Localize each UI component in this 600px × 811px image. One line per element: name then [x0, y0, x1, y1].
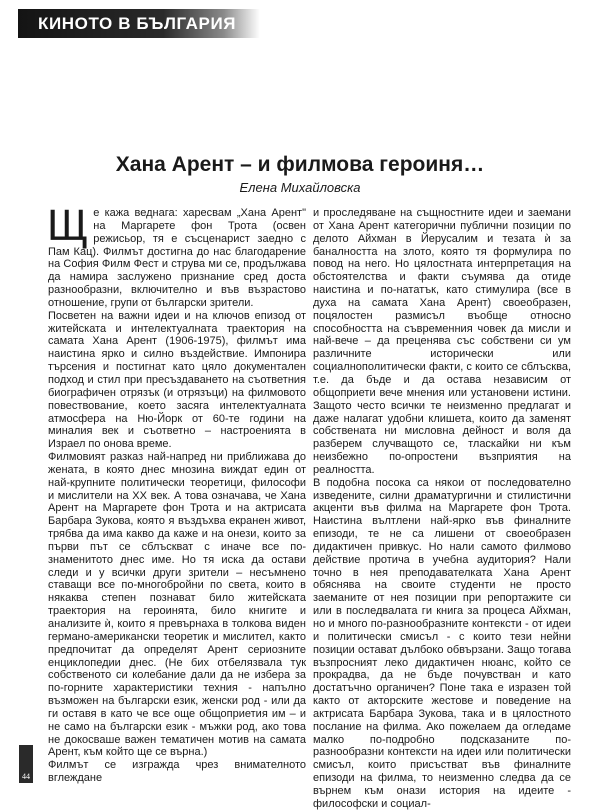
section-label: КИНОТО В БЪЛГАРИЯ [38, 14, 237, 33]
paragraph: Филмът се изгражда чрез внимателното вглеждане [48, 759, 306, 785]
paragraph [47, 201, 306, 310]
page-number: 44 [22, 772, 30, 781]
paragraph: Посветен на важни идеи и на ключов епизод от житейската и интелектуалната траектория на самата Хана Арент (1906-1975), филмът има наистина ярко и силно въздействие. Импонира търсения и постигнат като цяло документален подход и стил при пресъздаването на съответния биографичен отрязък (и отрязъци) на филмовото повествование, което засяга интелектуалната атмосфера на Ню-Йорк от 60-те години на миналия век и съответно – настроенията в Израел по онова време. [48, 309, 306, 451]
paragraph: и проследяване на същностните идеи и заемани от Хана Арент категорични публични позиции по делото Айхман в Йерусалим и тезата ѝ за баналността на злото, която тя формулира по повод на него. Но цялостната интерпретация на обстоятелства и факти съумява да отиде наистина и по-нататък, като стимулира (все в духа на самата Хана Арент) своеобразен, поцялостен размисъл въобще относно способността на съвременния човек да мисли и най-вече – да преценява със собствени си ум различните исторически или социалнополитически факти, с които се сблъсква, т.е. да бъде и да остава независим от общоприети вече мнения или установени истини. Защото често всички те неизменно предлагат и даже налагат удобни клишета, които да заменят собствената ни мисловна дейност и воля да разберем случващото се, тласкайки ни към неизбежно по-опростени възприятия на реалността. [313, 207, 571, 476]
left-column [47, 201, 306, 785]
article-title: Хана Арент – и филмова героиня… [115, 153, 485, 176]
paragraph: Филмовият разказ най-напред ни приближава до жената, в която днес мнозина виждат един от най-крупните политически теоретици, философи и мислители на ХХ век. А това означава, че Хана Арент на Маргарете фон Трота и на актрисата Барбара Зукова, която я въздъхва екранен живот, трябва да има какво да каже и на онези, които за първи път се сблъскват с иначе все по-знаменитото днес име. Но тя иска да остави следи и у всички други зрители – несъмнено ставащи все по-многобройни по света, които в някаква степен познават било житейската траектория на героинята, било книгите и анализите ѝ, които я превърнаха в толкова виден германо-американски теоретик и мислител, както предпочитат да определят Арент сериозните енциклопедии днес. (Не бих отбелязвала тук собственото си колебание дали да не избера за по-горните характеристики техния - напълно възможен на български език, женски род - или да ги оставя в като че все още общоприетия им – и не само на български език - мъжки род, ако това не докосваше важен тематичен мотив на самата Арент, към който ще се върна.) [48, 451, 306, 759]
right-column [313, 207, 571, 811]
paragraph: В подобна посока са някои от последователно изведените, силни драматургични и стилистични акценти във филма на Маргарете фон Трота. Наистина вълтлени най-ярко във финалните епизоди, те не са лишени от своеобразен дидактичен привкус. Но нали самото филмово действие протича в учебна аудитория? Нали точно в нея преподавателката Хана Арент обяснява на своите студенти не просто заеманите от нея позиции при репортажите си или в последвалата ги книга за процеса Айхман, но и много по-разнообразните контексти - от идеи и политически смисъл - с които тези нейни позиции остават дълбоко обвързани. Защо тогава възпросният леко дидактичен нюанс, който се прокрадва, да не бъде почувстван и като достатъчно органичен? Поне така е изразен той както от акторските жестове и поведение на актрисата Барбара Зукова, така и в цялостното послание на филма. Ако пожелаем да огледаме малко по-подробно подсказаните по-разнообразни контексти на идеи или политически смисъл, които присъстват във финалните епизоди на филма, то неизменно следва да се върнем към онази история на идеите - философски и социал- [313, 476, 571, 810]
section-header-bar [18, 9, 260, 38]
article-author: Елена Михайловска [239, 180, 361, 195]
paragraph-text: е кажа веднага: харесвам „Хана Арент" на Маргарете фон Трота (освен режисьор, тя е съсценарист заедно с Пам Кац). Филмът достигна до нас благодарение на София Филм Фест и струва ми се, продължава да намира заслужено признание сред доста разнообразни, включително и във възрастово отношение, групи от български зрители. [48, 207, 306, 309]
drop-cap: Щ [47, 201, 89, 250]
